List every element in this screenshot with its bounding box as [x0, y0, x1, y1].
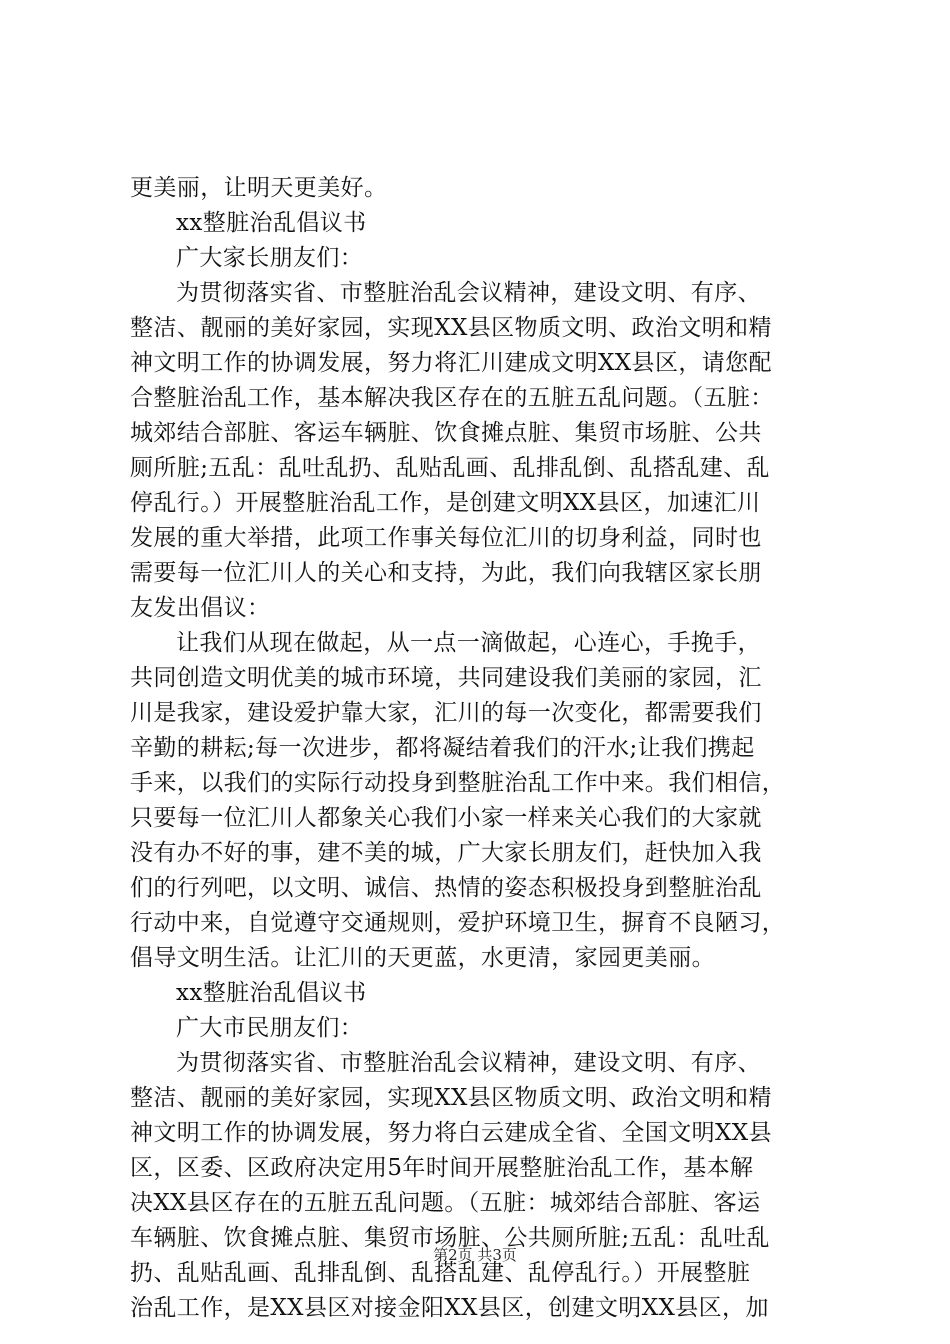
text-line: 需要每一位汇川人的关心和支持，为此，我们向我辖区家长朋 — [130, 560, 762, 586]
text-line: 决XX县区存在的五脏五乱问题。（五脏：城郊结合部脏、客运 — [130, 1190, 761, 1216]
text-line: 只要每一位汇川人都象关心我们小家一样来关心我们的大家就 — [130, 805, 762, 831]
text-line: xx整脏治乱倡议书 — [176, 210, 367, 236]
text-line: 停乱行。）开展整脏治乱工作，是创建文明XX县区，加速汇川 — [130, 490, 761, 516]
text-line: 城郊结合部脏、客运车辆脏、饮食摊点脏、集贸市场脏、公共 — [130, 420, 762, 446]
text-line: 川是我家，建设爱护靠大家，汇川的每一次变化，都需要我们 — [130, 700, 762, 726]
text-line: 友发出倡议： — [130, 595, 271, 621]
text-line: 手来，以我们的实际行动投身到整脏治乱工作中来。我们相信， — [130, 770, 786, 796]
text-line: 神文明工作的协调发展，努力将汇川建成文明XX县区，请您配 — [130, 350, 772, 376]
page-footer: 第2页 共3页 — [433, 1246, 517, 1264]
text-line: 厕所脏;五乱：乱吐乱扔、乱贴乱画、乱排乱倒、乱搭乱建、乱 — [130, 455, 770, 481]
text-line: 行动中来，自觉遵守交通规则，爱护环境卫生，摒育不良陋习， — [130, 910, 786, 936]
text-line: 让我们从现在做起，从一点一滴做起，心连心，手挽手， — [176, 630, 761, 656]
text-line: 倡导文明生活。让汇川的天更蓝，水更清，家园更美丽。 — [130, 945, 715, 971]
text-line: 神文明工作的协调发展，努力将白云建成全省、全国文明XX县 — [130, 1120, 772, 1146]
text-line: 发展的重大举措，此项工作事关每位汇川的切身利益，同时也 — [130, 525, 762, 551]
text-line: 整洁、靓丽的美好家园，实现XX县区物质文明、政治文明和精 — [130, 315, 772, 341]
text-line: 治乱工作，是XX县区对接金阳XX县区，创建文明XX县区，加 — [130, 1295, 769, 1321]
text-line: 区，区委、区政府决定用5年时间开展整脏治乱工作，基本解 — [130, 1155, 754, 1181]
text-line: 车辆脏、饮食摊点脏、集贸市场脏、公共厕所脏;五乱：乱吐乱 — [130, 1225, 770, 1251]
text-line: 广大家长朋友们： — [176, 245, 364, 271]
document-body — [130, 171, 830, 1326]
text-line: 广大市民朋友们： — [176, 1015, 364, 1041]
text-line: 辛勤的耕耘;每一次进步，都将凝结着我们的汗水;让我们携起 — [130, 735, 755, 761]
text-line: 为贯彻落实省、市整脏治乱会议精神，建设文明、有序、 — [176, 280, 761, 306]
text-line: xx整脏治乱倡议书 — [176, 980, 367, 1006]
text-line: 合整脏治乱工作，基本解决我区存在的五脏五乱问题。（五脏： — [130, 385, 774, 411]
text-line: 共同创造文明优美的城市环境，共同建设我们美丽的家园，汇 — [130, 665, 762, 691]
text-line: 更美丽，让明天更美好。 — [130, 175, 388, 201]
text-line: 整洁、靓丽的美好家园，实现XX县区物质文明、政治文明和精 — [130, 1085, 772, 1111]
text-line: 们的行列吧，以文明、诚信、热情的姿态积极投身到整脏治乱 — [130, 875, 762, 901]
text-line: 扔、乱贴乱画、乱排乱倒、乱搭乱建、乱停乱行。）开展整脏 — [130, 1260, 751, 1286]
text-line: 为贯彻落实省、市整脏治乱会议精神，建设文明、有序、 — [176, 1050, 761, 1076]
text-line: 没有办不好的事，建不美的城，广大家长朋友们，赶快加入我 — [130, 840, 762, 866]
